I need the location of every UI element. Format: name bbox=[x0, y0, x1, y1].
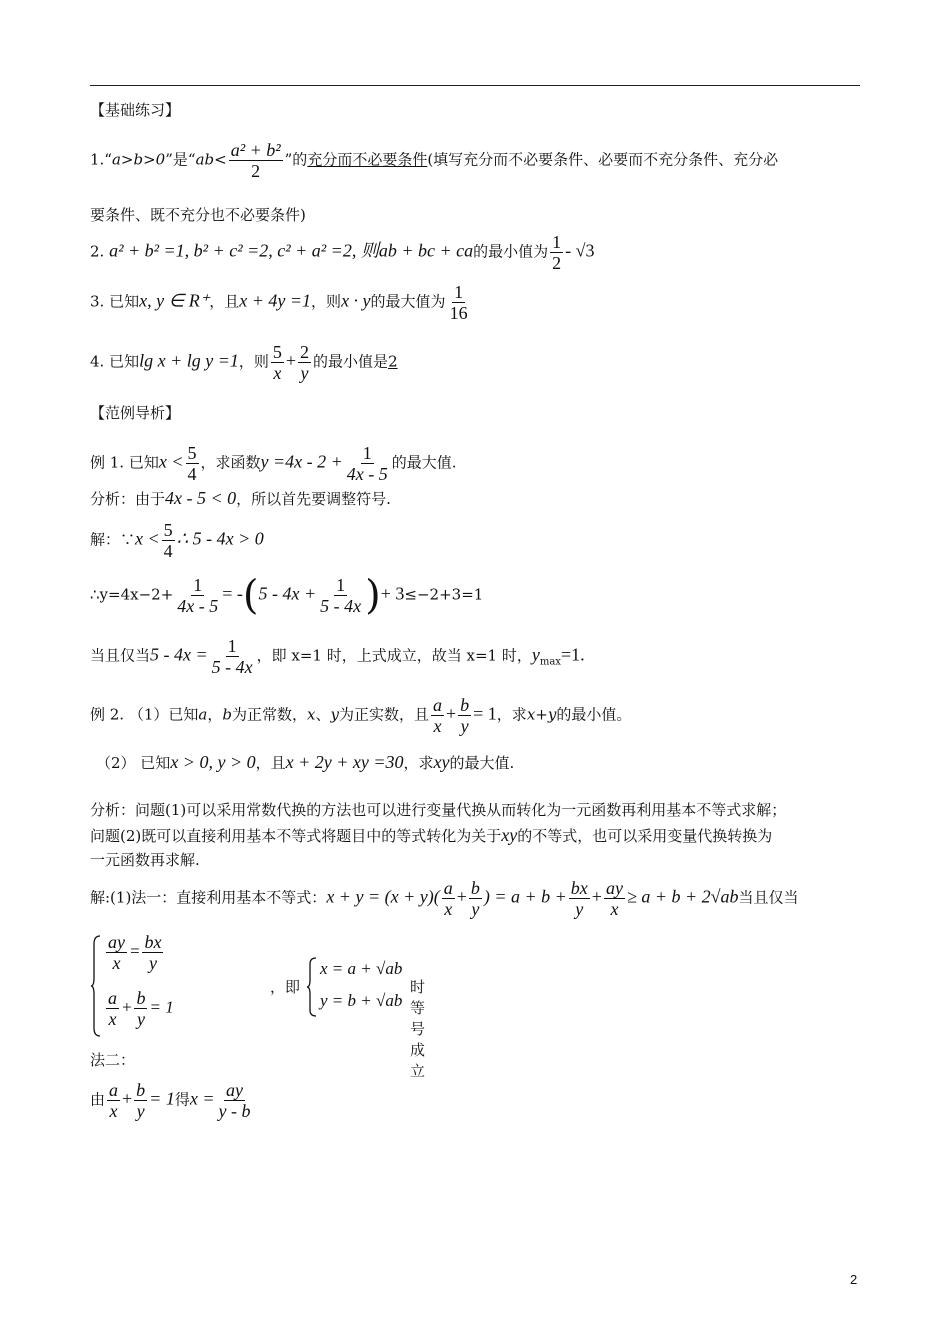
page-number: 2 bbox=[850, 1272, 858, 1287]
q1-fraction: $\frac{\text{a² + b²}}{2}$ bbox=[230, 140, 281, 181]
example-1-analysis: 分析：由于4x - 5 < 0，所以首先要调整符号. bbox=[90, 488, 391, 508]
question-1-continued: 要条件、既不充分也不必要条件) bbox=[90, 206, 306, 224]
question-4: 4. 已知lg x + lg y =1，则 $\frac{5}{x}$ + $\frac{2}{y}$ 的最小值是2 bbox=[90, 342, 398, 383]
method-2-title: 法二： bbox=[90, 1051, 136, 1069]
example-2-part-1: 例 2. （1）已知a，b为正常数，x、y为正实数，且 $\frac{a}{x}$ + $\frac{b}{y}$ = 1，求x+y的最小值。 bbox=[90, 695, 632, 736]
example-1-step-3: 当且仅当5 - 4x = $\frac{1}{5 - 4x}$ ，即 x=1 时，上式成立，故当 x=1 时，$y_{max}=1$. bbox=[90, 636, 585, 677]
example-1-step-2: ∴y=4x−2+ $\frac{1}{4x - 5}$ = -(5 - 4x + $\frac{1}{5 - 4x}$ )+ 3≤−2+3=1 bbox=[90, 572, 484, 619]
left-brace-icon bbox=[306, 956, 318, 1018]
example-2-analysis-1: 分析：问题(1)可以采用常数代换的方法也可以进行变量代换从而转化为一元函数再利用基本不等式求解； bbox=[90, 801, 787, 819]
question-2: 2. a² + b² =1, b² + c² =2, c² + a² =2, 则ab + bc + ca的最小值为 $\frac{1}{2}$ - √3 bbox=[90, 232, 595, 273]
example-2-part-2: （2） 已知x > 0, y > 0，且x + 2y + xy =30，求xy的最大值. bbox=[96, 752, 515, 772]
question-3: 3. 已知x, y ∈ R⁺，且x + 4y =1，则x · y的最大值为 $\frac{1}{16}$ bbox=[90, 282, 468, 323]
question-1: 1.“a>b>0”是“ab< $\frac{\text{a² + b²}}{2}$ ”的充分而不必要条件(填写充分而不必要条件、必要而不充分条件、充分必 bbox=[90, 140, 779, 181]
equation-system-1: $\frac{ay}{x}$ = $\frac{bx}{y}$ $\frac{a}{x}$ + $\frac{b}{y}$ = 1 ，即 x = a + √ab y = b + √ab 时等号成立 bbox=[90, 932, 420, 1042]
q1-answer: 充分而不必要条件 bbox=[307, 150, 428, 169]
section-title-examples: 【范例导析】 bbox=[90, 404, 181, 422]
left-brace-icon bbox=[90, 934, 102, 1038]
header-rule bbox=[90, 85, 860, 86]
example-1: 例 1. 已知x < $\frac{5}{4}$ ，求函数y =4x - 2 + $\frac{1}{4x - 5}$ 的最大值. bbox=[90, 443, 457, 484]
example-2-analysis-2: 问题(2)既可以直接利用基本不等式将题目中的等式转化为关于xy的不等式，也可以采用变量代换转换为 bbox=[90, 825, 773, 845]
method-2-step: 由 $\frac{a}{x}$ + $\frac{b}{y}$ = 1得x = $\frac{ay}{y - b}$ bbox=[90, 1080, 251, 1121]
example-2-analysis-3: 一元函数再求解. bbox=[90, 851, 200, 869]
example-2-solution-1: 解:(1)法一：直接利用基本不等式：x + y = (x + y)( $\frac{a}{x}$ + $\frac{b}{y}$ ) = a + b + $\frac{bx}{y}$ + $\frac{ay}{x}$ ≥ a + b + 2√ab当且仅当 bbox=[90, 878, 799, 919]
section-title-basic: 【基础练习】 bbox=[90, 101, 181, 119]
example-1-solution: 解：∵x < $\frac{5}{4}$ ∴ 5 - 4x > 0 bbox=[90, 520, 264, 561]
